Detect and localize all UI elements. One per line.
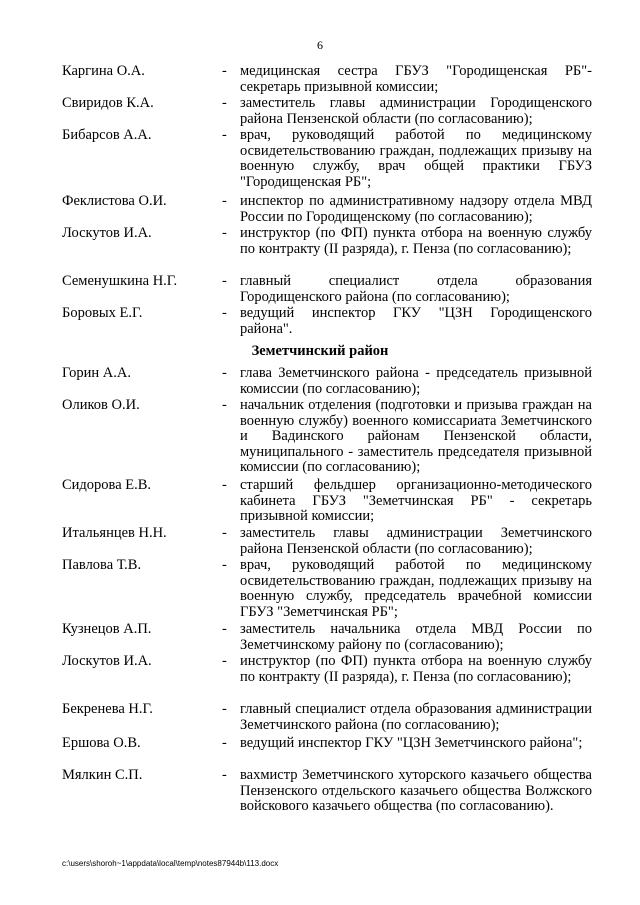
list-item	[62, 654, 592, 685]
dash-separator: -	[222, 127, 227, 143]
list-item	[62, 306, 592, 337]
dash-separator: -	[222, 735, 227, 751]
list-item	[62, 96, 592, 127]
person-role: главный специалист отдела образования Городищенского района (по согласованию);	[240, 273, 592, 305]
dash-separator: -	[222, 701, 227, 717]
person-role: врач, руководящий работой по медицинскому освидетельствованию граждан, подлежащих призыву на военную службу, врач общей практики ГБУЗ "Городищенская РБ";	[240, 127, 592, 190]
list-item	[62, 622, 592, 653]
dash-separator: -	[222, 95, 227, 111]
list-item	[62, 226, 592, 257]
list-item	[62, 702, 592, 733]
person-role: медицинская сестра ГБУЗ "Городищенская РБ"- секретарь призывной комиссии;	[240, 63, 592, 95]
person-name: Лоскутов И.А.	[62, 653, 152, 669]
list-item	[62, 398, 592, 476]
list-item	[62, 558, 592, 620]
list-item	[62, 736, 592, 752]
person-role: заместитель главы администрации Городищенского района Пензенской области (по согласованию);	[240, 95, 592, 127]
section-heading: Земетчинский район	[251, 343, 389, 359]
person-role: начальник отделения (подготовки и призыва граждан на военную службу) военного комиссариата Земетчинского и Вадинского районам Пензенской области, муниципального - заместитель председателя призывной комиссии (по согласованию);	[240, 397, 592, 475]
list-item	[62, 366, 592, 397]
dash-separator: -	[222, 193, 227, 209]
dash-separator: -	[222, 621, 227, 637]
person-role: инспектор по административному надзору отдела МВД России по Городищенскому (по согласованию);	[240, 193, 592, 225]
dash-separator: -	[222, 397, 227, 413]
dash-separator: -	[222, 225, 227, 241]
person-role: главный специалист отдела образования администрации Земетчинского района (по согласованию);	[240, 701, 592, 733]
person-name: Кузнецов А.П.	[62, 621, 152, 637]
person-role: заместитель начальника отдела МВД России по Земетчинскому району по (согласованию);	[240, 621, 592, 653]
person-name: Мялкин С.П.	[62, 767, 143, 783]
person-name: Бибарсов А.А.	[62, 127, 152, 143]
file-path-footer: c:\users\shoroh~1\appdata\local\temp\notes87944b\113.docx	[62, 859, 279, 868]
person-role: глава Земетчинского района - председатель призывной комиссии (по согласованию);	[240, 365, 592, 397]
person-role: старший фельдшер организационно-методического кабинета ГБУЗ "Земетчинская РБ" - секретарь призывной комиссии;	[240, 477, 592, 524]
person-role: ведущий инспектор ГКУ "ЦЗН Земетчинского района";	[240, 735, 583, 751]
list-item	[62, 768, 592, 815]
person-name: Семенушкина Н.Г.	[62, 273, 178, 289]
person-name: Оликов О.И.	[62, 397, 140, 413]
list-item	[62, 194, 592, 225]
person-name: Итальянцев Н.Н.	[62, 525, 167, 541]
list-item	[62, 526, 592, 557]
person-name: Лоскутов И.А.	[62, 225, 152, 241]
dash-separator: -	[222, 767, 227, 783]
list-item	[62, 478, 592, 525]
person-name: Сидорова Е.В.	[62, 477, 152, 493]
page-number: 6	[317, 38, 323, 52]
dash-separator: -	[222, 305, 227, 321]
person-role: инструктор (по ФП) пункта отбора на военную службу по контракту (II разряда), г. Пенза (по согласованию);	[240, 225, 592, 257]
person-role: инструктор (по ФП) пункта отбора на военную службу по контракту (II разряда), г. Пенза (по согласованию);	[240, 653, 592, 685]
dash-separator: -	[222, 557, 227, 573]
person-name: Свиридов К.А.	[62, 95, 154, 111]
dash-separator: -	[222, 365, 227, 381]
list-item	[62, 64, 592, 95]
person-name: Горин А.А.	[62, 365, 131, 381]
person-name: Ершова О.В.	[62, 735, 141, 751]
person-role: врач, руководящий работой по медицинскому освидетельствованию граждан, подлежащих призыву на военную службу, председатель врачебной комиссии ГБУЗ "Земетчинская РБ";	[240, 557, 592, 620]
dash-separator: -	[222, 273, 227, 289]
dash-separator: -	[222, 477, 227, 493]
list-item	[62, 274, 592, 305]
person-role: заместитель главы администрации Земетчинского района Пензенской области (по согласованию);	[240, 525, 592, 557]
person-name: Каргина О.А.	[62, 63, 145, 79]
person-name: Бекренева Н.Г.	[62, 701, 153, 717]
person-name: Феклистова О.И.	[62, 193, 167, 209]
dash-separator: -	[222, 653, 227, 669]
person-role: вахмистр Земетчинского хуторского казачьего общества Пензенского отдельского казачьего общества Волжского войскового казачьего общества (по согласованию).	[240, 767, 592, 814]
person-name: Павлова Т.В.	[62, 557, 142, 573]
dash-separator: -	[222, 525, 227, 541]
person-role: ведущий инспектор ГКУ "ЦЗН Городищенского района".	[240, 305, 592, 337]
dash-separator: -	[222, 63, 227, 79]
list-item	[62, 128, 592, 190]
person-name: Боровых Е.Г.	[62, 305, 143, 321]
